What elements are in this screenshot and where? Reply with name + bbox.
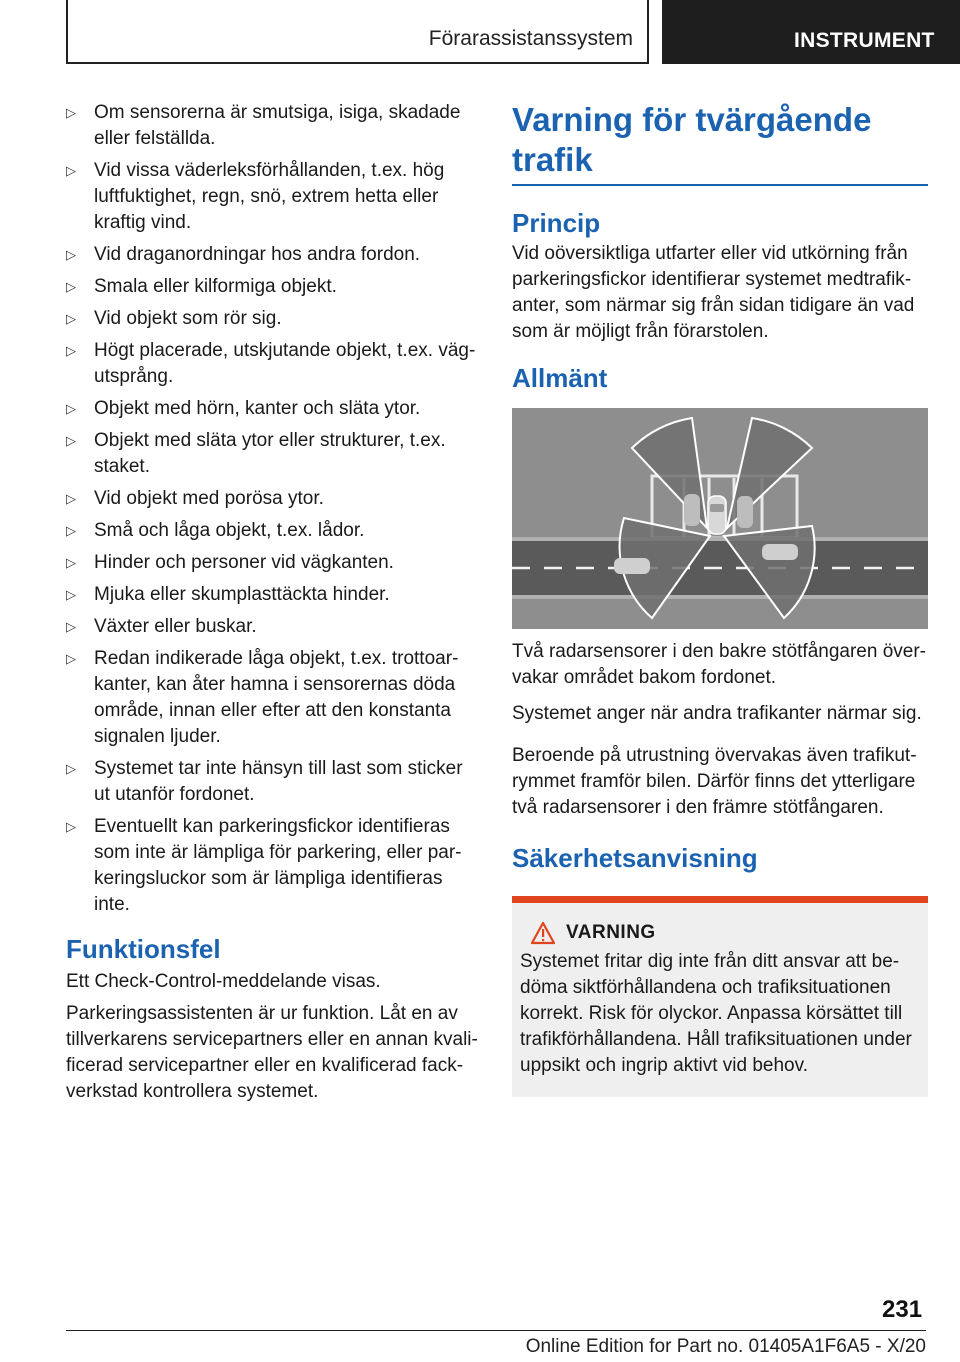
general-paragraph-2: Systemet anger när andra trafikanter närmar sig. [512,703,922,724]
list-item-text: Eventuellt kan parkeringsfickor identifieras som inte är lämpliga för parkering, eller parkeringsluckor som är lämpliga identifieras inte. [94,816,462,915]
list-item [66,518,478,544]
list-item [66,274,478,300]
page-number: 231 [882,1296,923,1323]
safety-heading: Säkerhetsanvisning [512,843,758,873]
list-item [66,100,478,152]
warning-label: VARNING [566,922,656,943]
list-item [66,158,478,236]
header-section-label: Förarassistanssystem [428,27,633,50]
list-item-text: Vid objekt som rör sig. [94,308,282,329]
triangle-bullet-icon: ▷ [66,105,76,120]
general-heading: Allmänt [512,363,608,393]
list-item [66,242,478,268]
list-item [66,582,478,608]
triangle-bullet-icon: ▷ [66,523,76,538]
list-item-text: Hinder och personer vid vägkanten. [94,552,394,573]
triangle-bullet-icon: ▷ [66,819,76,834]
list-item-text: Mjuka eller skumplasttäckta hinder. [94,584,390,605]
list-item-text: Objekt med hörn, kanter och släta ytor. [94,398,421,419]
list-item [66,338,478,390]
triangle-bullet-icon: ▷ [66,343,76,358]
list-item-text: Objekt med släta ytor eller strukturer, t.ex. staket. [94,430,446,477]
cross-traffic-illustration [512,408,928,629]
triangle-bullet-icon: ▷ [66,555,76,570]
warning-box [512,896,928,1097]
general-paragraph-1: Två radarsensorer i den bakre stötfångaren övervakar området bakom fordonet. [512,641,926,688]
list-item [66,550,478,576]
list-item [66,646,478,750]
principle-paragraph: Vid oöversiktliga utfarter eller vid utkörning från parkeringsfickor identifierar systemet medtrafikanter, som närmar sig från sidan tidigare än vad som är möjligt från förarstolen. [512,243,915,342]
triangle-bullet-icon: ▷ [66,247,76,262]
triangle-bullet-icon: ▷ [66,401,76,416]
right-column [512,100,928,1097]
list-item-text: Redan indikerade låga objekt, t.ex. trottoarkanter, kan åter hamna i sensorernas döda område, innan eller efter att den konstanta signalen ljuder. [94,648,459,747]
warning-header [520,921,912,945]
limitations-list [66,100,478,918]
triangle-bullet-icon: ▷ [66,163,76,178]
triangle-bullet-icon: ▷ [66,761,76,776]
footer-edition: Online Edition for Part no. 01405A1F6A5 - X/20 [525,1336,926,1357]
header-section-tab [66,0,649,64]
triangle-bullet-icon: ▷ [66,619,76,634]
list-item [66,396,478,422]
principle-heading: Princip [512,208,601,238]
list-item-text: Små och låga objekt, t.ex. lådor. [94,520,365,541]
list-item [66,614,478,640]
general-paragraph-3: Beroende på utrustning övervakas även trafikutrymmet framför bilen. Därför finns det ytterligare två radarsensorer i den främre stötfångaren. [512,745,917,818]
list-item-text: Växter eller buskar. [94,616,257,637]
page-title: Varning för tvärgående trafik [512,100,928,186]
warning-text: Systemet fritar dig inte från ditt ansvar att bedöma siktförhållandena och trafiksituationen korrekt. Risk för olyckor. Anpassa körsättet till trafikförhållandena. Håll trafiksituationen under uppsikt och ingrip aktivt vid behov. [520,951,912,1076]
list-item-text: Om sensorerna är smutsiga, isiga, skadade eller felställda. [94,102,461,149]
triangle-bullet-icon: ▷ [66,311,76,326]
fault-heading: Funktionsfel [66,934,221,964]
list-item-text: Vid objekt med porösa ytor. [94,488,324,509]
list-item-text: Högt placerade, utskjutande objekt, t.ex. vägutsprång. [94,340,476,387]
header-chapter-tab [662,0,960,64]
list-item-text: Smala eller kilformiga objekt. [94,276,337,297]
header-chapter-label: INSTRUMENT [794,29,935,52]
triangle-bullet-icon: ▷ [66,587,76,602]
list-item-text: Vid vissa väderleksförhållanden, t.ex. hög luftfuktighet, regn, snö, extrem hetta eller kraftig vind. [94,160,445,233]
triangle-bullet-icon: ▷ [66,279,76,294]
fault-paragraph-2: Parkeringsassistenten är ur funktion. Låt en av tillverkarens servicepartners eller en annan kvalificerad servicepartner eller en kvalificerad fackverkstad kontrollera systemet. [66,1003,478,1102]
list-item-text: Vid draganordningar hos andra fordon. [94,244,421,265]
list-item [66,756,478,808]
left-column [66,100,478,1111]
list-item [66,486,478,512]
list-item-text: Systemet tar inte hänsyn till last som sticker ut utanför fordonet. [94,758,463,805]
list-item [66,814,478,918]
radar-coverage-diagram [512,408,928,629]
footer-divider [66,1330,926,1331]
warning-triangle-icon [520,921,566,945]
triangle-bullet-icon: ▷ [66,433,76,448]
triangle-bullet-icon: ▷ [66,651,76,666]
list-item [66,428,478,480]
list-item [66,306,478,332]
fault-paragraph-1: Ett Check-Control-meddelande visas. [66,971,381,992]
triangle-bullet-icon: ▷ [66,491,76,506]
